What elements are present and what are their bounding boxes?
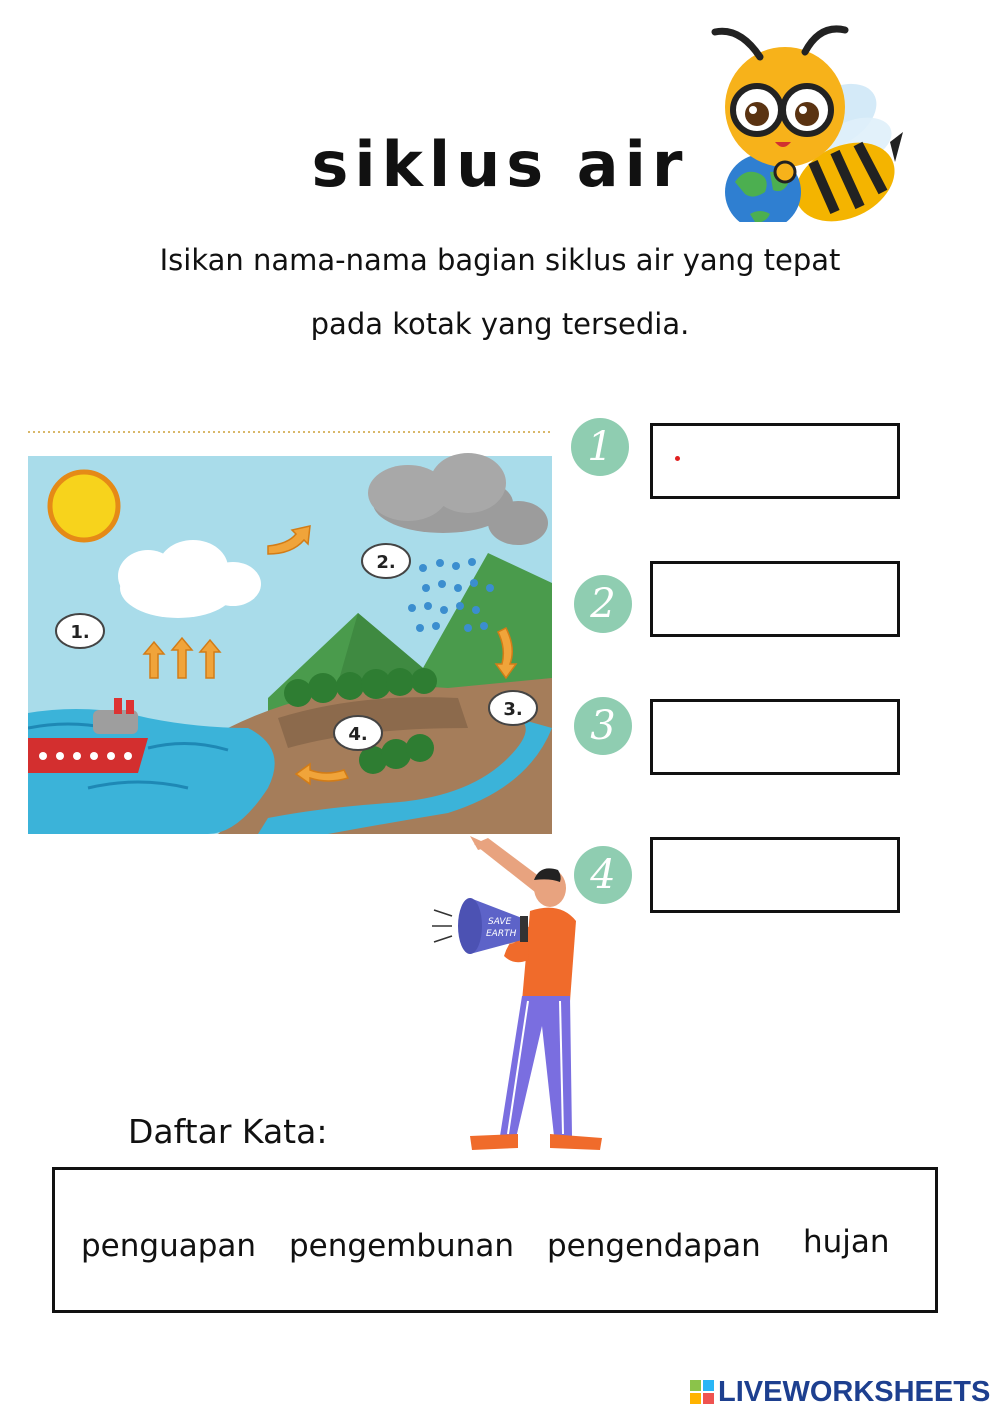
diagram-label-3: 3. xyxy=(503,699,523,720)
diagram-label-2: 2. xyxy=(376,552,396,573)
answer-box-3[interactable] xyxy=(650,699,900,775)
sun-icon xyxy=(50,472,118,540)
diagram-label-1: 1. xyxy=(70,622,90,643)
diagram-label-4: 4. xyxy=(348,724,368,745)
answer-number-1: 1 xyxy=(571,418,629,476)
liveworksheets-logo-icon xyxy=(690,1380,714,1404)
answer-number-2: 2 xyxy=(574,575,632,633)
megaphone-text-2: EARTH xyxy=(486,929,517,939)
instruction-line-1: Isikan nama-nama bagian siklus air yang tepat xyxy=(159,243,841,277)
answer-box-1[interactable] xyxy=(650,423,900,499)
word-item[interactable]: penguapan xyxy=(81,1228,257,1264)
instruction-line-2: pada kotak yang tersedia. xyxy=(310,307,690,341)
word-item[interactable]: pengendapan xyxy=(547,1228,761,1264)
answer-box-2[interactable] xyxy=(650,561,900,637)
word-item[interactable]: hujan xyxy=(803,1224,890,1260)
page-title: siklus air xyxy=(311,128,689,201)
cursor-dot xyxy=(675,456,680,461)
word-item[interactable]: pengembunan xyxy=(289,1228,514,1264)
answer-input-4[interactable] xyxy=(653,840,897,910)
answer-box-4[interactable] xyxy=(650,837,900,913)
man-with-megaphone-illustration xyxy=(430,836,620,1161)
answer-number-3: 3 xyxy=(574,697,632,755)
brand-name: LIVEWORKSHEETS xyxy=(718,1375,991,1408)
brand-watermark xyxy=(690,1376,990,1408)
water-cycle-diagram xyxy=(28,428,552,834)
answer-input-3[interactable] xyxy=(653,702,897,772)
word-bank-box xyxy=(52,1167,938,1313)
answer-input-1[interactable] xyxy=(653,426,897,496)
word-list-label: Daftar Kata: xyxy=(128,1112,328,1151)
answer-number-4: 4 xyxy=(574,846,632,904)
answer-input-2[interactable] xyxy=(653,564,897,634)
megaphone-text-1: SAVE xyxy=(488,917,512,927)
bee-mascot-icon xyxy=(695,22,905,222)
